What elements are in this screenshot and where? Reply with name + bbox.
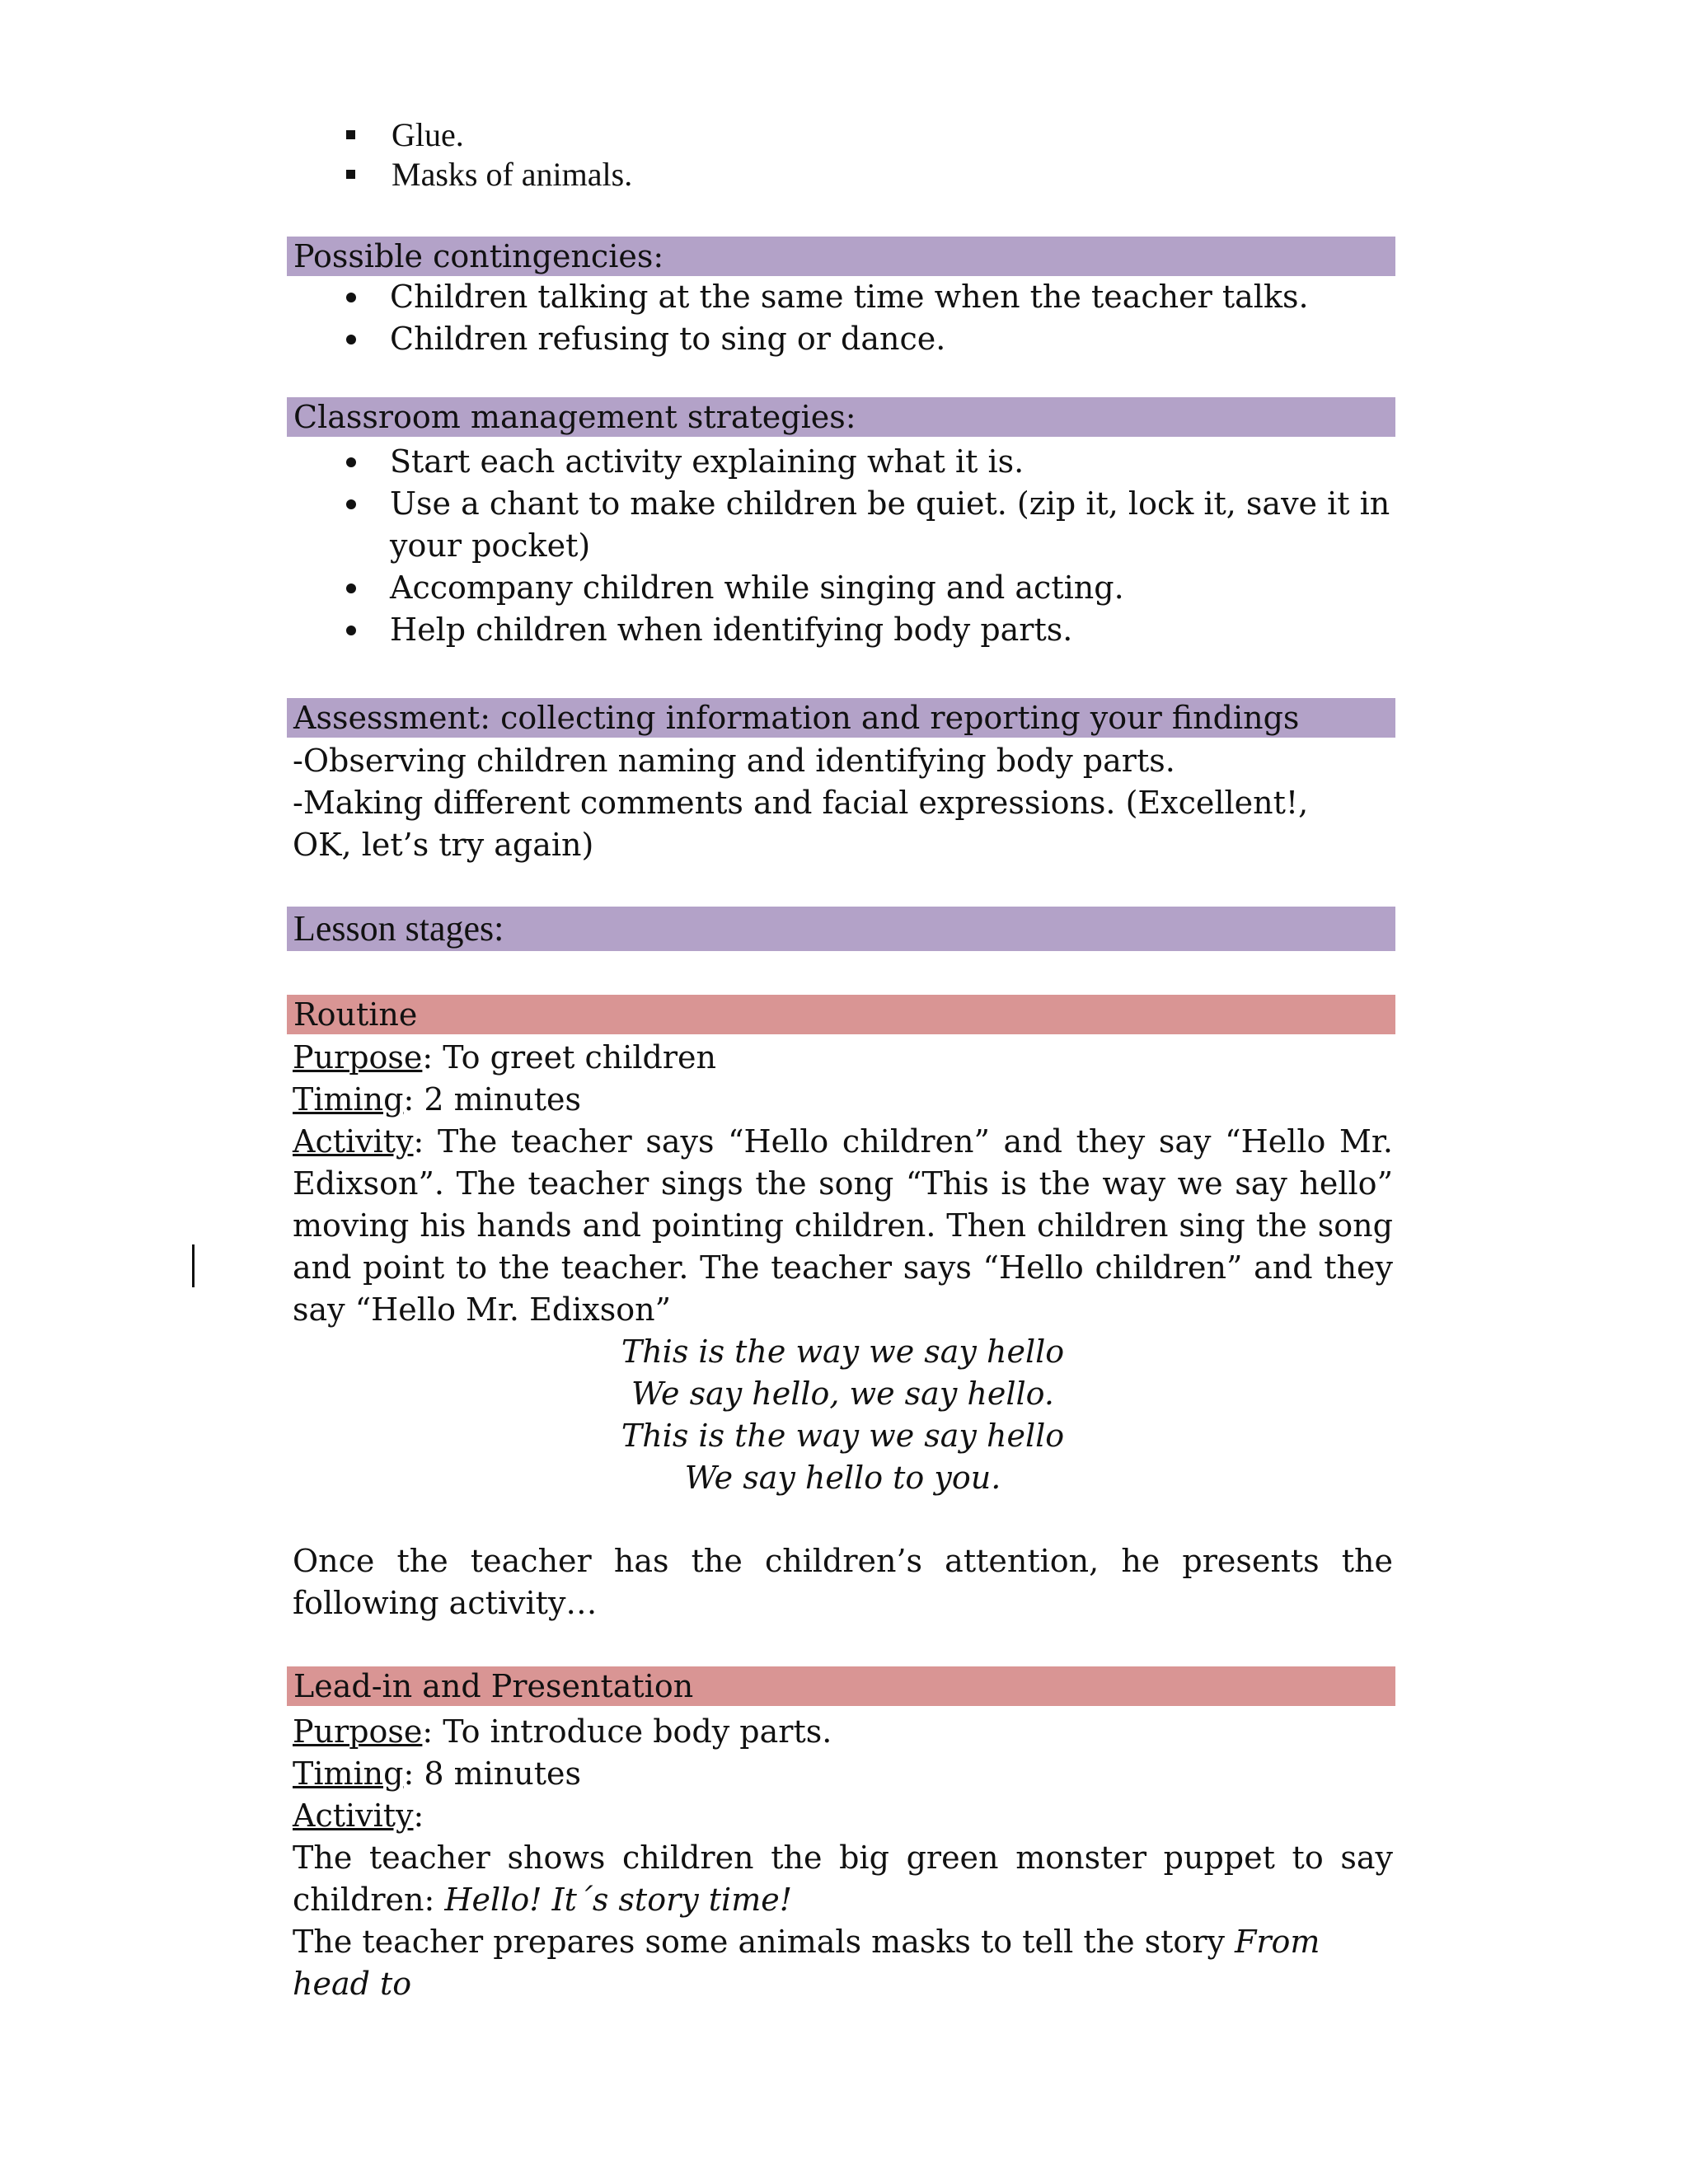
routine-purpose — [293, 1037, 1393, 1079]
song-line: This is the way we say hello — [621, 1333, 1065, 1370]
activity-label: Activity — [293, 1123, 414, 1160]
list-item: Masks of animals. — [338, 155, 632, 194]
timing-text: : 8 minutes — [403, 1755, 582, 1792]
list-item: Glue. — [338, 115, 632, 155]
routine-heading: Routine — [287, 995, 1395, 1034]
activity-text: : The teacher says “Hello children” and they say “Hello Mr. Edixson”. The teacher sings the song “This is the way we say hello” moving his hands and pointing children. Then children sing the song and point to the teacher. The teacher says “Hello children” and they say “Hello Mr. Edixson” — [293, 1123, 1393, 1328]
song-line: We say hello to you. — [684, 1460, 1001, 1496]
routine-activity — [293, 1121, 1393, 1331]
text-cursor-mark — [192, 1244, 195, 1287]
leadin-activity-label — [293, 1795, 1393, 1837]
paragraph-text: The teacher shows children the big green monster puppet to say children: — [293, 1840, 1393, 1918]
leadin-paragraph — [293, 1921, 1393, 2005]
song-line: This is the way we say hello — [621, 1418, 1065, 1454]
routine-closing: Once the teacher has the children’s attention, he presents the following activity… — [293, 1543, 1393, 1621]
purpose-label: Purpose — [293, 1039, 423, 1076]
timing-text: : 2 minutes — [403, 1081, 582, 1118]
list-item: Use a chant to make children be quiet. (zip it, lock it, save it in your pocket) — [338, 483, 1409, 567]
assessment-heading: Assessment: collecting information and reporting your findings — [287, 698, 1395, 738]
leadin-purpose — [293, 1711, 1393, 1753]
list-item: Help children when identifying body parts. — [338, 609, 1409, 651]
paragraph-text: The teacher prepares some animals masks to tell the story — [293, 1924, 1236, 1960]
leadin-timing — [293, 1753, 1393, 1795]
timing-label: Timing — [293, 1081, 404, 1118]
purpose-text: : To greet children — [422, 1039, 716, 1076]
materials-list — [338, 115, 632, 194]
song-lyrics — [293, 1331, 1393, 1499]
routine-timing — [293, 1079, 1393, 1121]
list-item: Start each activity explaining what it is. — [338, 441, 1409, 483]
list-item: Accompany children while singing and acting. — [338, 567, 1409, 609]
contingencies-heading: Possible contingencies: — [287, 237, 1395, 276]
paragraph-italic: From head to — [293, 1924, 1320, 2002]
activity-colon: : — [413, 1797, 424, 1834]
management-list — [338, 441, 1409, 651]
activity-label: Activity — [293, 1797, 414, 1834]
song-line: We say hello, we say hello. — [631, 1376, 1054, 1412]
leadin-paragraph — [293, 1837, 1393, 1921]
lesson-stages-heading: Lesson stages: — [287, 907, 1395, 951]
timing-label: Timing — [293, 1755, 404, 1792]
list-item: Children refusing to sing or dance. — [338, 318, 1409, 360]
assessment-line: -Observing children naming and identifying body parts. — [293, 743, 1175, 779]
purpose-label: Purpose — [293, 1713, 423, 1750]
paragraph-italic: Hello! It´s story time! — [444, 1882, 793, 1918]
list-item: Children talking at the same time when the teacher talks. — [338, 276, 1409, 318]
leadin-heading: Lead-in and Presentation — [287, 1666, 1395, 1706]
assessment-line: -Making different comments and facial expressions. (Excellent!, OK, let’s try again) — [293, 785, 1309, 863]
management-heading: Classroom management strategies: — [287, 397, 1395, 437]
purpose-text: : To introduce body parts. — [422, 1713, 832, 1750]
contingencies-list — [338, 276, 1409, 360]
